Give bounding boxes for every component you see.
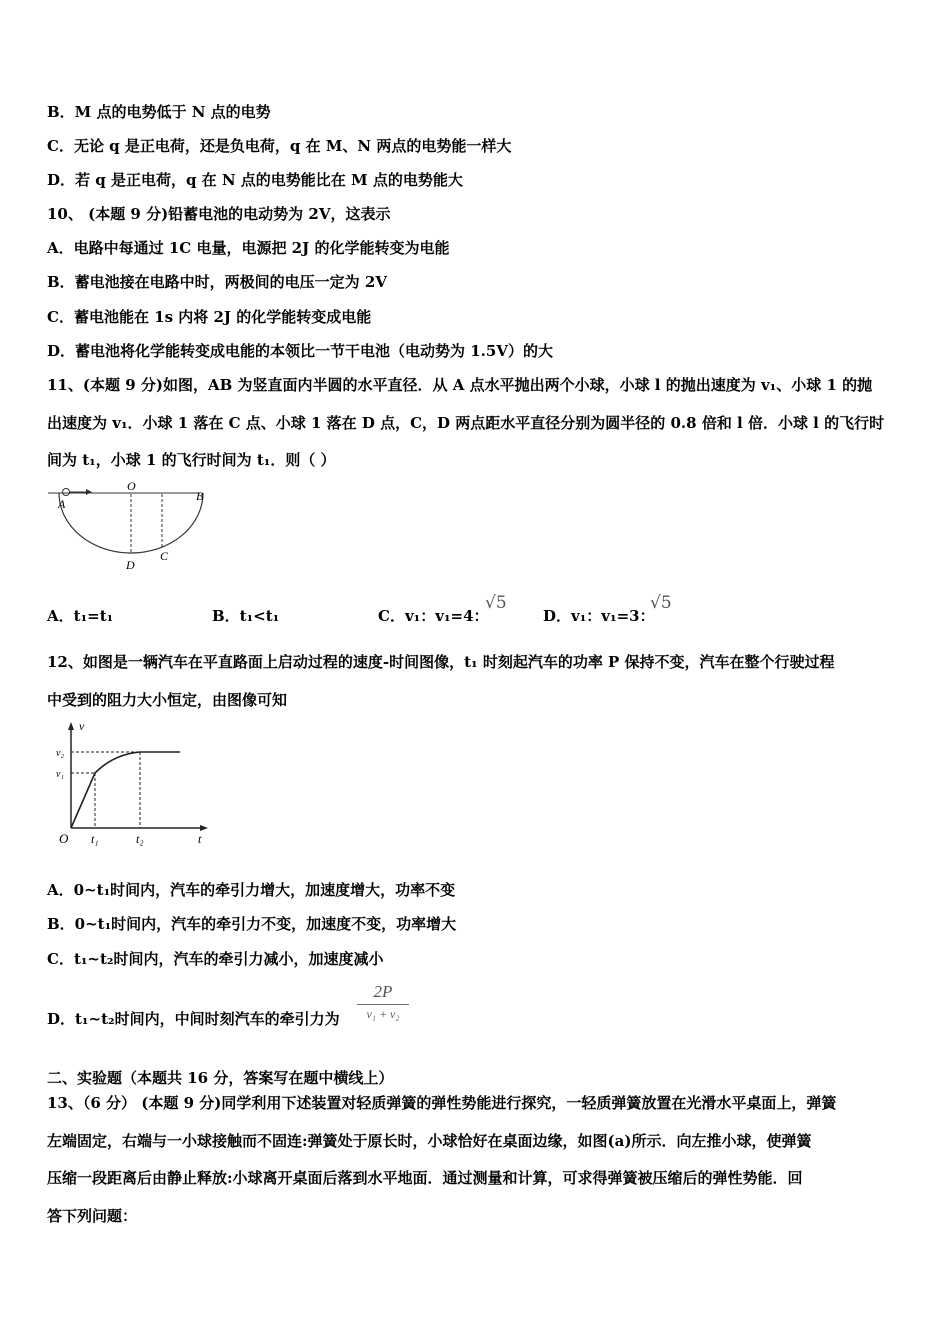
q11-option-b: B．t₁<t₁ bbox=[212, 607, 280, 625]
label-origin: O bbox=[59, 831, 69, 846]
label-a: A bbox=[58, 497, 66, 511]
q10-option-c: C．蓄电池能在 1s 内将 2J 的化学能转变成电能 bbox=[47, 308, 372, 326]
q11-option-c: C．v₁：v₁=4： bbox=[378, 607, 489, 625]
q11-stem-line3: 间为 t₁，小球 1 的飞行时间为 t₁．则（ ） bbox=[47, 451, 336, 469]
q13-stem-line3: 压缩一段距离后由静止释放:小球离开桌面后落到水平地面．通过测量和计算，可求得弹簧被压缩后的弹性势能．回 bbox=[47, 1169, 803, 1187]
q10-stem: 10、 (本题 9 分)铅蓄电池的电动势为 2V，这表示 bbox=[47, 205, 391, 223]
q12-vt-graph bbox=[52, 718, 217, 848]
fraction-bar bbox=[357, 1004, 409, 1005]
label-c: C bbox=[160, 549, 169, 563]
q13-stem-line4: 答下列问题： bbox=[47, 1207, 138, 1225]
q13-stem-line2: 左端固定，右端与一小球接触而不固连:弹簧处于原长时，小球恰好在桌面边缘，如图(a)所示．向左推小球，使弹簧 bbox=[47, 1132, 812, 1150]
fraction-denominator: v₁ + v₂ bbox=[366, 1007, 400, 1021]
q12-option-c: C．t₁~t₂时间内，汽车的牵引力减小，加速度减小 bbox=[47, 950, 384, 968]
q12-option-d: D．t₁~t₂时间内，中间时刻汽车的牵引力为 bbox=[47, 1010, 340, 1028]
q12-stem-line1: 12、如图是一辆汽车在平直路面上启动过程的速度-时间图像，t₁ 时刻起汽车的功率 P 保持不变，汽车在整个行驶过程 bbox=[47, 653, 835, 671]
label-t: t bbox=[198, 832, 202, 846]
t-axis-arrow bbox=[200, 825, 208, 831]
q9-option-d: D．若 q 是正电荷，q 在 N 点的电势能比在 M 点的电势能大 bbox=[47, 171, 463, 189]
q12-option-b: B．0~t₁时间内，汽车的牵引力不变，加速度不变，功率增大 bbox=[47, 915, 457, 933]
q11-option-d-sqrt: √5 bbox=[650, 593, 672, 613]
q10-option-a: A．电路中每通过 1C 电量，电源把 2J 的化学能转变为电能 bbox=[47, 239, 450, 257]
label-o: O bbox=[127, 479, 136, 493]
label-d: D bbox=[126, 558, 135, 572]
q11-option-d: D．v₁：v₁=3： bbox=[543, 607, 655, 625]
q9-option-c: C．无论 q 是正电荷，还是负电荷，q 在 M、N 两点的电势能一样大 bbox=[47, 137, 512, 155]
q10-option-b: B．蓄电池接在电路中时，两极间的电压一定为 2V bbox=[47, 273, 387, 291]
ball-marker bbox=[63, 489, 70, 496]
label-t1: t₁ bbox=[91, 832, 99, 846]
q11-option-c-sqrt: √5 bbox=[485, 593, 507, 613]
label-v1: v₁ bbox=[56, 769, 64, 780]
q12-stem-line2: 中受到的阻力大小恒定，由图像可知 bbox=[47, 691, 288, 709]
label-v2: v₂ bbox=[56, 748, 64, 759]
velocity-curve bbox=[71, 752, 180, 828]
q11-stem-line1: 11、(本题 9 分)如图，AB 为竖直面内半圆的水平直径．从 A 点水平抛出两个小球，小球 l 的抛出速度为 v₁、小球 1 的抛 bbox=[47, 376, 873, 394]
fraction-numerator: 2P bbox=[373, 982, 393, 1001]
q9-option-b: B．M 点的电势低于 N 点的电势 bbox=[47, 103, 271, 121]
q11-stem-line2: 出速度为 v₁．小球 1 落在 C 点、小球 1 落在 D 点，C，D 两点距水平直径分别为圆半径的 0.8 倍和 l 倍．小球 l 的飞行时 bbox=[47, 414, 885, 432]
q12-option-d-fraction bbox=[357, 982, 409, 1022]
q12-option-a: A．0~t₁时间内，汽车的牵引力增大，加速度增大，功率不变 bbox=[47, 881, 456, 899]
velocity-arrowhead bbox=[86, 489, 92, 495]
section-2-heading: 二、实验题（本题共 16 分，答案写在题中横线上） bbox=[47, 1069, 394, 1087]
label-t2: t₂ bbox=[136, 832, 144, 846]
q11-option-a: A．t₁=t₁ bbox=[47, 607, 114, 625]
q13-stem-line1: 13、（6 分） (本题 9 分)同学利用下述装置对轻质弹簧的弹性势能进行探究，一轻质弹簧放置在光滑水平桌面上，弹簧 bbox=[47, 1094, 837, 1112]
v-axis-arrow bbox=[68, 722, 74, 730]
label-v: v bbox=[79, 719, 85, 733]
q10-option-d: D．蓄电池将化学能转变成电能的本领比一节干电池（电动势为 1.5V）的大 bbox=[47, 342, 553, 360]
q11-semicircle-figure bbox=[40, 480, 220, 575]
label-b: B bbox=[196, 489, 204, 503]
